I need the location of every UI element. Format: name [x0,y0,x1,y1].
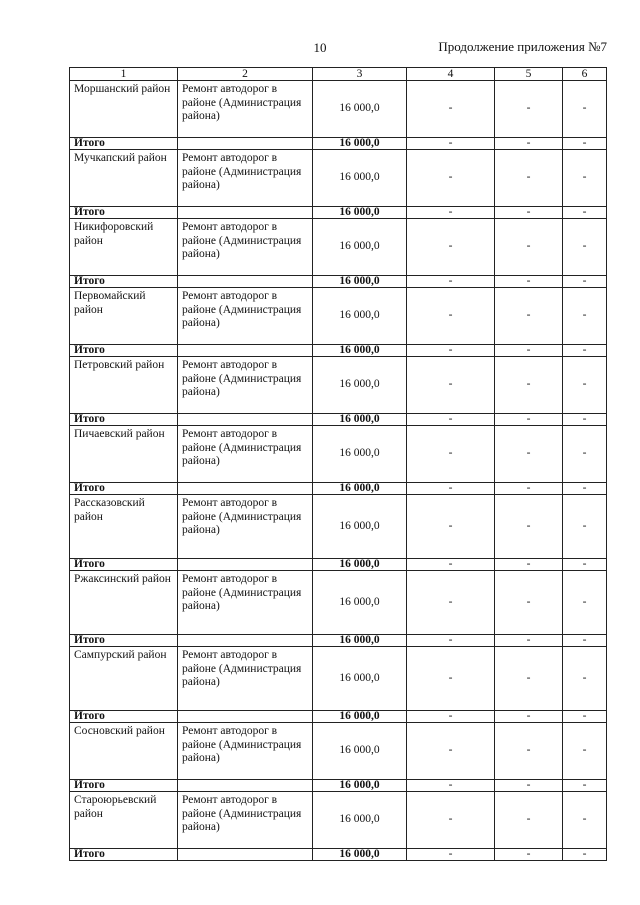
col5-cell: - [495,150,563,207]
work-description: Ремонт автодорог в районе (Администрация района) [178,288,313,345]
total-col5: - [495,849,563,861]
total-col5: - [495,635,563,647]
table-row [70,792,607,849]
amount-cell: 16 000,0 [313,647,407,711]
work-description: Ремонт автодорог в районе (Администрация района) [178,792,313,849]
total-label: Итого [70,138,178,150]
table-row [70,288,607,345]
total-empty-cell [178,711,313,723]
col4-cell: - [407,357,495,414]
col6-cell: - [563,495,607,559]
column-header: 2 [178,68,313,81]
work-description: Ремонт автодорог в районе (Администрация района) [178,495,313,559]
table-row [70,723,607,780]
total-amount: 16 000,0 [313,138,407,150]
work-description: Ремонт автодорог в районе (Администрация района) [178,357,313,414]
amount-cell: 16 000,0 [313,357,407,414]
total-row [70,559,607,571]
district-name: Мучкапский район [70,150,178,207]
work-description: Ремонт автодорог в районе (Администрация района) [178,571,313,635]
column-header: 3 [313,68,407,81]
total-row [70,483,607,495]
total-col5: - [495,483,563,495]
district-name: Первомайский район [70,288,178,345]
table-row [70,357,607,414]
total-row [70,635,607,647]
work-description: Ремонт автодорог в районе (Администрация района) [178,150,313,207]
total-label: Итого [70,414,178,426]
total-col5: - [495,559,563,571]
col6-cell: - [563,357,607,414]
col4-cell: - [407,723,495,780]
page-number: 10 [313,40,327,55]
col6-cell: - [563,81,607,138]
work-description: Ремонт автодорог в районе (Администрация района) [178,647,313,711]
table-row [70,81,607,138]
col4-cell: - [407,81,495,138]
total-col4: - [407,345,495,357]
district-name: Петровский район [70,357,178,414]
total-empty-cell [178,276,313,288]
col4-cell: - [407,426,495,483]
total-label: Итого [70,849,178,861]
amount-cell: 16 000,0 [313,571,407,635]
table-row [70,571,607,635]
total-row [70,780,607,792]
total-row [70,711,607,723]
total-col5: - [495,276,563,288]
col6-cell: - [563,150,607,207]
total-row [70,414,607,426]
district-name: Сампурский район [70,647,178,711]
total-col4: - [407,138,495,150]
total-label: Итого [70,207,178,219]
col5-cell: - [495,219,563,276]
total-col4: - [407,414,495,426]
col5-cell: - [495,792,563,849]
total-empty-cell [178,635,313,647]
total-amount: 16 000,0 [313,207,407,219]
total-col6: - [563,711,607,723]
district-name: Ржаксинский район [70,571,178,635]
total-col4: - [407,207,495,219]
col5-cell: - [495,426,563,483]
total-col6: - [563,849,607,861]
work-description: Ремонт автодорог в районе (Администрация района) [178,81,313,138]
column-number-row [70,68,607,81]
col4-cell: - [407,288,495,345]
total-empty-cell [178,207,313,219]
total-col6: - [563,414,607,426]
col5-cell: - [495,571,563,635]
total-empty-cell [178,138,313,150]
col4-cell: - [407,219,495,276]
total-col5: - [495,138,563,150]
road-repair-table [69,67,607,861]
amount-cell: 16 000,0 [313,81,407,138]
total-col6: - [563,483,607,495]
total-row [70,276,607,288]
total-col5: - [495,345,563,357]
col5-cell: - [495,495,563,559]
amount-cell: 16 000,0 [313,288,407,345]
col5-cell: - [495,647,563,711]
col6-cell: - [563,723,607,780]
col5-cell: - [495,81,563,138]
amount-cell: 16 000,0 [313,219,407,276]
work-description: Ремонт автодорог в районе (Администрация района) [178,219,313,276]
total-empty-cell [178,345,313,357]
amount-cell: 16 000,0 [313,792,407,849]
total-label: Итого [70,780,178,792]
amount-cell: 16 000,0 [313,495,407,559]
total-col6: - [563,276,607,288]
col6-cell: - [563,647,607,711]
col4-cell: - [407,792,495,849]
col6-cell: - [563,792,607,849]
table-row [70,219,607,276]
total-col6: - [563,207,607,219]
district-name: Староюрьевский район [70,792,178,849]
total-col6: - [563,635,607,647]
col4-cell: - [407,571,495,635]
total-empty-cell [178,849,313,861]
amount-cell: 16 000,0 [313,426,407,483]
total-label: Итого [70,559,178,571]
total-col4: - [407,559,495,571]
col4-cell: - [407,150,495,207]
total-label: Итого [70,711,178,723]
total-label: Итого [70,345,178,357]
col6-cell: - [563,571,607,635]
col6-cell: - [563,288,607,345]
total-col5: - [495,711,563,723]
total-label: Итого [70,276,178,288]
total-col6: - [563,559,607,571]
total-row [70,138,607,150]
total-empty-cell [178,780,313,792]
col5-cell: - [495,357,563,414]
district-name: Рассказовский район [70,495,178,559]
total-col5: - [495,207,563,219]
total-col5: - [495,780,563,792]
total-col6: - [563,345,607,357]
total-label: Итого [70,483,178,495]
total-col5: - [495,414,563,426]
total-amount: 16 000,0 [313,483,407,495]
col4-cell: - [407,647,495,711]
total-col4: - [407,483,495,495]
total-label: Итого [70,635,178,647]
total-col4: - [407,780,495,792]
table-row [70,426,607,483]
district-name: Сосновский район [70,723,178,780]
total-col4: - [407,635,495,647]
total-col4: - [407,849,495,861]
col4-cell: - [407,495,495,559]
total-amount: 16 000,0 [313,559,407,571]
district-name: Моршанский район [70,81,178,138]
total-row [70,207,607,219]
total-row [70,849,607,861]
column-header: 1 [70,68,178,81]
column-header: 6 [563,68,607,81]
district-name: Никифоровский район [70,219,178,276]
total-row [70,345,607,357]
total-amount: 16 000,0 [313,635,407,647]
total-empty-cell [178,483,313,495]
total-empty-cell [178,414,313,426]
column-header: 4 [407,68,495,81]
col6-cell: - [563,219,607,276]
total-empty-cell [178,559,313,571]
amount-cell: 16 000,0 [313,723,407,780]
appendix-continuation-note: Продолжение приложения №7 [438,39,607,54]
table-row [70,647,607,711]
total-col6: - [563,138,607,150]
amount-cell: 16 000,0 [313,150,407,207]
total-col6: - [563,780,607,792]
total-amount: 16 000,0 [313,711,407,723]
col6-cell: - [563,426,607,483]
work-description: Ремонт автодорог в районе (Администрация района) [178,723,313,780]
total-amount: 16 000,0 [313,414,407,426]
col5-cell: - [495,723,563,780]
col5-cell: - [495,288,563,345]
table-row [70,495,607,559]
district-name: Пичаевский район [70,426,178,483]
column-header: 5 [495,68,563,81]
work-description: Ремонт автодорог в районе (Администрация района) [178,426,313,483]
total-col4: - [407,711,495,723]
total-amount: 16 000,0 [313,345,407,357]
total-col4: - [407,276,495,288]
total-amount: 16 000,0 [313,780,407,792]
total-amount: 16 000,0 [313,276,407,288]
table-row [70,150,607,207]
total-amount: 16 000,0 [313,849,407,861]
